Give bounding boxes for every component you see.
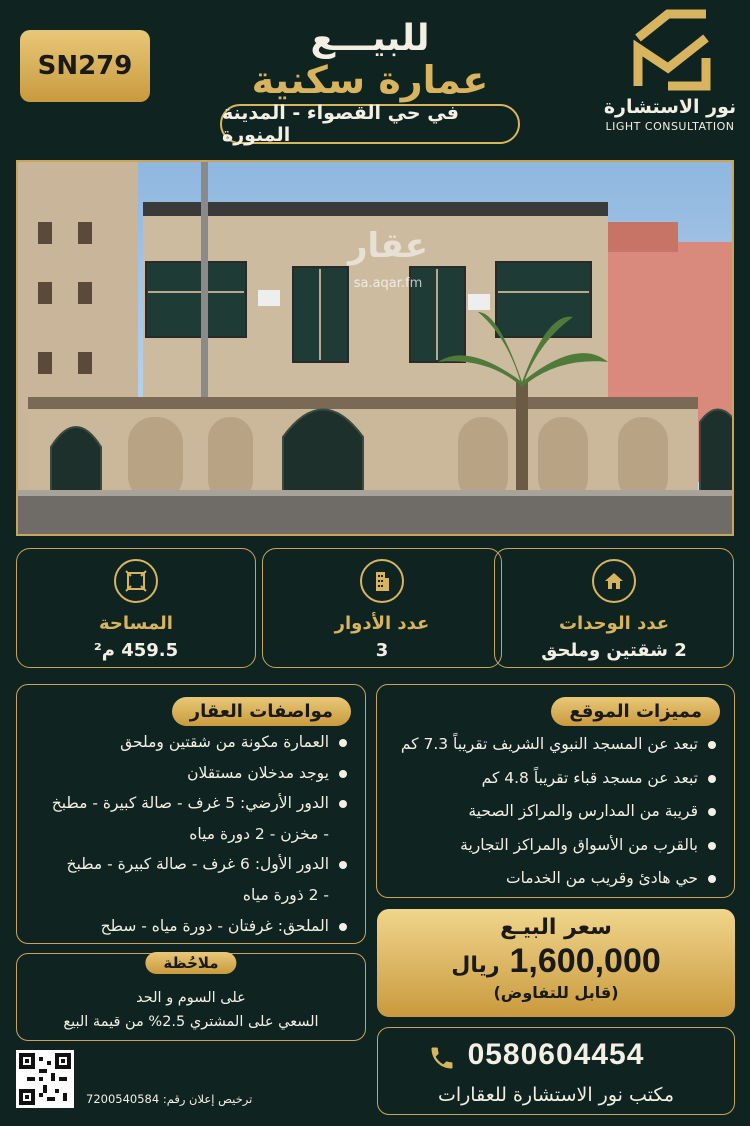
phone-number[interactable]: 0580604454 <box>467 1038 645 1071</box>
list-item: - مخزن - 2 دورة مياه <box>189 824 329 843</box>
stat-units-label: عدد الوحدات <box>558 613 670 634</box>
stat-area-value: 459.5 م² <box>93 640 179 661</box>
list-item: تبعد عن مسجد قباء تقريباً 4.8 كم <box>401 769 716 788</box>
note-line-1: على السوم و الحد <box>136 990 246 1006</box>
license-number: ترخيص إعلان رقم: 7200540584 <box>86 1092 253 1106</box>
stat-floors <box>262 548 502 668</box>
office-name: مكتب نور الاستشارة للعقارات <box>437 1084 675 1106</box>
list-item: الدور الأول: 6 غرف - صالة كبيرة - مطبخ <box>52 855 347 874</box>
property-type-title: عمارة سكنية <box>251 58 489 102</box>
list-item: بالقرب من الأسواق والمراكز التجارية <box>401 836 716 855</box>
features-list <box>401 735 716 903</box>
brand-name-en: LIGHT CONSULTATION <box>605 120 735 133</box>
watermark-ar: عقار <box>347 226 429 266</box>
stat-floors-label: عدد الأدوار <box>334 613 430 634</box>
brand-name-ar: نور الاستشارة <box>603 96 737 118</box>
list-item: حي هادئ وقريب من الخدمات <box>401 869 716 888</box>
stat-area <box>16 548 256 668</box>
specs-list <box>52 733 347 947</box>
stat-units-value: 2 شقتين وملحق <box>541 640 687 661</box>
stat-floors-value: 3 <box>375 640 389 661</box>
price-value: 1,600,000 <box>509 942 661 980</box>
watermark-en: sa.aqar.fm <box>353 276 423 291</box>
qr-code[interactable] <box>16 1050 74 1108</box>
list-item: قريبة من المدارس والمراكز الصحية <box>401 802 716 821</box>
specs-title: مواصفات العقار <box>172 697 351 726</box>
for-sale-title: للبيـــع <box>310 18 430 59</box>
building-icon <box>360 559 404 603</box>
contact-panel <box>377 1027 735 1115</box>
list-item: الدور الأرضي: 5 غرف - صالة كبيرة - مطبخ <box>52 794 347 813</box>
list-item: - 2 ذورة مياه <box>242 885 329 904</box>
features-panel <box>376 684 735 898</box>
geometric-logo-icon <box>628 8 712 92</box>
area-icon <box>114 559 158 603</box>
home-icon <box>592 559 636 603</box>
features-title: مميزات الموقع <box>551 697 720 726</box>
listing-code-badge: SN279 <box>20 30 150 102</box>
price-label: سعر البيـع <box>500 915 612 940</box>
price-box <box>377 909 735 1017</box>
note-line-2: السعي على المشتري 2.5% من قيمة البيع <box>63 1014 319 1030</box>
stat-units <box>494 548 734 668</box>
list-item: يوجد مدخلان مستقلان <box>52 764 347 783</box>
brand-logo <box>600 8 740 153</box>
list-item: تبعد عن المسجد النبوي الشريف تقريباً 7.3 كم <box>401 735 716 754</box>
price-note: (قابل للتفاوض) <box>493 983 619 1002</box>
location-pill: في حي القصواء - المدينة المنورة <box>220 104 520 144</box>
specs-panel <box>16 684 366 944</box>
list-item: الملحق: غرفتان - دورة مياه - سطح <box>52 917 347 936</box>
note-title: ملاحُظة <box>145 952 236 974</box>
price-unit: ريال <box>451 953 500 978</box>
stat-area-label: المساحة <box>99 613 173 634</box>
note-panel <box>16 953 366 1041</box>
building-photo <box>16 160 734 536</box>
list-item: العمارة مكونة من شقتين وملحق <box>52 733 347 752</box>
